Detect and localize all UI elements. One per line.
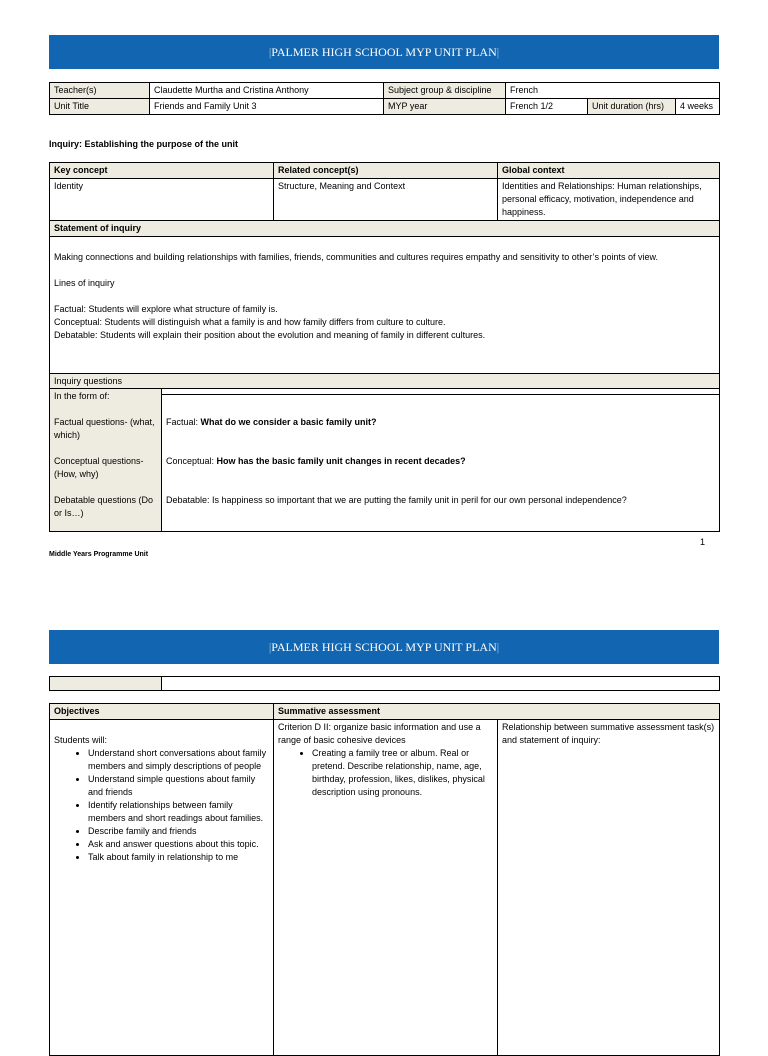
unit-title-value: Friends and Family Unit 3 (150, 99, 384, 115)
duration-value: 4 weeks (676, 99, 720, 115)
line-conceptual: Conceptual: Students will distinguish what a family is and how family differs from culture to culture. (54, 317, 446, 327)
debatable-label: Debatable questions (Do or Is…) (54, 495, 154, 518)
related-concept-value: Structure, Meaning and Context (274, 179, 498, 221)
factual-label: Factual questions- (what, which) (54, 417, 155, 440)
unit-info-table (49, 82, 720, 115)
objectives-table (49, 703, 720, 1056)
page2-banner: |PALMER HIGH SCHOOL MYP UNIT PLAN| (49, 630, 719, 664)
teacher-value: Claudette Murtha and Cristina Anthony (150, 83, 384, 99)
banner-title: PALMER HIGH SCHOOL MYP UNIT PLAN (271, 640, 497, 654)
myp-year-value: French 1/2 (506, 99, 588, 115)
list-item: • Describe family and friends (88, 825, 269, 838)
list-item: • Understand simple questions about family and friends (88, 773, 269, 799)
related-concept-header: Related concept(s) (274, 163, 498, 179)
page-footer: Middle Years Programme Unit (49, 551, 149, 558)
page1-banner: |PALMER HIGH SCHOOL MYP UNIT PLAN| (49, 35, 719, 69)
line-factual: Factual: Students will explore what structure of family is. (54, 304, 278, 314)
subject-label: Subject group & discipline (384, 83, 506, 99)
inquiry-questions-header: Inquiry questions (50, 374, 720, 389)
line-debatable: Debatable: Students will explain their position about the evolution and meaning of family in different cultures. (54, 330, 486, 340)
debatable-question: Debatable: Is happiness so important that we are putting the family unit in peril for our own personal independence? (166, 495, 627, 505)
objectives-cell (50, 720, 274, 1056)
inquiry-table (49, 162, 720, 395)
key-concept-header: Key concept (50, 163, 274, 179)
form-of-label: In the form of: (54, 391, 110, 401)
list-item: • Identify relationships between family members and short readings about families. (88, 799, 269, 825)
teacher-label: Teacher(s) (50, 83, 150, 99)
conceptual-question: Conceptual: How has the basic family unit changes in recent decades? (166, 456, 466, 466)
duration-label: Unit duration (hrs) (588, 99, 676, 115)
list-item: • Creating a family tree or album. Real or pretend. Describe relationship, name, age, birthday, profession, likes, dislikes, physical description using pronouns. (312, 747, 493, 799)
statement-cell (50, 237, 720, 395)
statement-header: Statement of inquiry (50, 221, 720, 237)
inquiry-section-title: Inquiry: Establishing the purpose of the unit (49, 139, 238, 149)
list-item: • Ask and answer questions about this topic. (88, 838, 269, 851)
page-number: 1 (700, 537, 706, 547)
objectives-header: Objectives (50, 704, 274, 720)
question-values-cell (162, 389, 720, 532)
myp-year-label: MYP year (384, 99, 506, 115)
key-concept-value: Identity (50, 179, 274, 221)
tasks-list (278, 747, 493, 799)
blank-value-cell (162, 677, 720, 691)
summative-cell (274, 720, 498, 1056)
lines-label: Lines of inquiry (54, 278, 115, 288)
questions-table (49, 373, 720, 532)
unit-title-label: Unit Title (50, 99, 150, 115)
relationship-cell (498, 720, 720, 1056)
global-context-header: Global context (498, 163, 720, 179)
statement-text: Making connections and building relationships with families, friends, communities and cultures requires empathy and sensitivity to other’s points of view. (54, 252, 658, 262)
subject-value: French (506, 83, 720, 99)
banner-title: PALMER HIGH SCHOOL MYP UNIT PLAN (271, 45, 497, 59)
relationship-text: Relationship between summative assessment task(s) and statement of inquiry: (502, 722, 715, 745)
criterion-text: Criterion D II: organize basic information and use a range of basic cohesive devices (278, 722, 481, 745)
summative-header: Summative assessment (274, 704, 720, 720)
blank-label-cell (50, 677, 162, 691)
objectives-list (54, 747, 269, 864)
factual-question: Factual: What do we consider a basic family unit? (166, 417, 377, 427)
blank-row-table (49, 676, 720, 691)
conceptual-label: Conceptual questions- (How, why) (54, 456, 144, 479)
global-context-value: Identities and Relationships: Human relationships, personal efficacy, motivation, independence and happiness. (498, 179, 720, 221)
question-labels-cell (50, 389, 162, 532)
list-item: • Talk about family in relationship to me (88, 851, 269, 864)
list-item: • Understand short conversations about family members and simply descriptions of people (88, 747, 269, 773)
students-will-label: Students will: (54, 735, 108, 745)
